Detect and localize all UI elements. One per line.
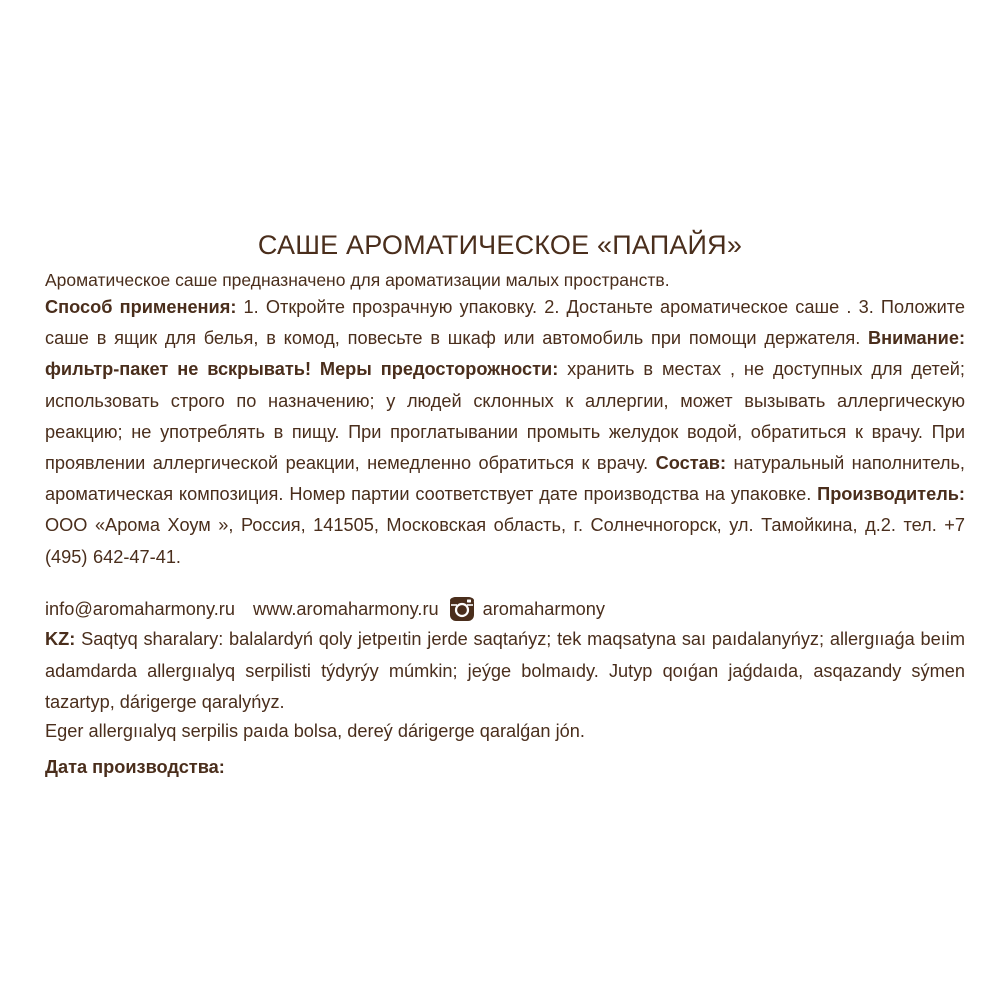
email-link[interactable]: info@aromaharmony.ru [45,599,235,619]
product-intro: Ароматическое саше предназначено для ароматизации малых пространств. [45,270,670,290]
warning-label: Внимание: фильтр-пакет не вскрывать! Меры предосторожности: [45,328,965,380]
kz-paragraph-2: Eger allergııalyq serpilis paıda bolsa, dereý dárigerge qaralǵan jón. [45,721,585,741]
instagram-icon[interactable] [449,596,475,622]
instructions-paragraph [45,292,965,573]
kz-paragraph [45,624,965,719]
production-date-label: Дата производства: [45,757,225,777]
composition-text: натуральный наполнитель, ароматическая композиция. Номер партии соответствует дате производства на упаковке. [45,453,965,505]
instagram-handle[interactable]: aromaharmony [482,599,605,619]
usage-label: Способ применения: [45,297,237,317]
composition-label: Состав: [655,453,727,474]
manufacturer-label: Производитель: [817,484,965,505]
usage-text: 1. Откройте прозрачную упаковку. 2. Достаньте ароматическое саше . 3. Положите саше в ящик для белья, в комод, повесьте в шкаф или автомобиль при помощи держателя. [45,297,965,349]
kz-label: KZ: [45,629,76,649]
website-link[interactable]: www.aromaharmony.ru [252,599,439,619]
product-title: САШЕ АРОМАТИЧЕСКОЕ «ПАПАЙЯ» [257,230,743,260]
contacts-line [45,594,965,624]
kz-text: Saqtyq sharalary: balalardyń qoly jetpeıtin jerde saqtańyz; tek maqsatyna saı paıdalanyńyz; allergııaǵa beıim adamdarda allergııalyq serpilisti týdyrýy múmkin; jeýge bolmaıdy. Jutyp qoıǵan jaǵdaıda, asqazandy sýmen tazartyp, dárigerge qaralyńyz. [45,629,965,712]
warning-text: хранить в местах , не доступных для детей; использовать строго по назначению; у людей склонных к аллергии, может вызывать аллергическую реакцию; не употреблять в пищу. При проглатывании промыть желудок водой, обратиться к врачу. При проявлении аллергической реакции, немедленно обратиться к врачу. [45,359,965,474]
manufacturer-text: ООО «Арома Хоум », Россия, 141505, Московская область, г. Солнечногорск, ул. Тамойкина, д.2. тел. +7 (495) 642-47-41. [45,515,965,567]
